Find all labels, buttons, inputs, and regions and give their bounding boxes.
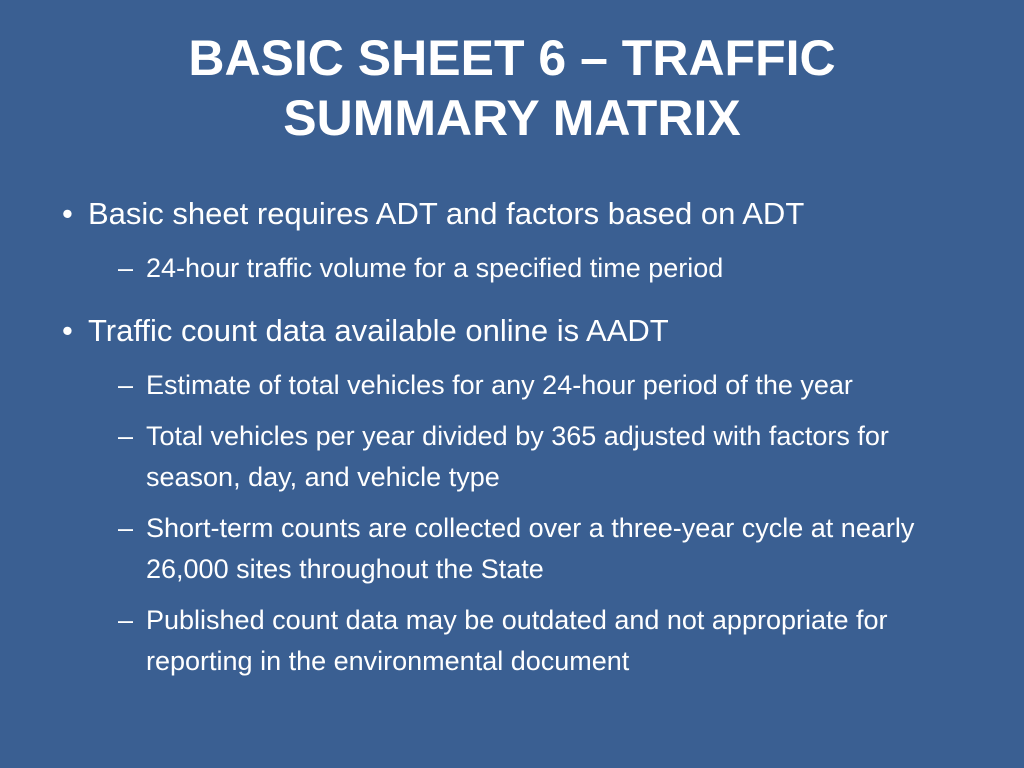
sub-bullet-text: Short-term counts are collected over a three-year cycle at nearly 26,000 sites throughout the State: [146, 513, 915, 584]
dash-marker: –: [118, 253, 134, 283]
sub-bullet-list: [62, 365, 984, 682]
dash-marker: –: [118, 370, 134, 400]
bullet-text: Traffic count data available online is AADT: [88, 313, 669, 348]
sub-bullet-item: [118, 508, 984, 590]
sub-bullet-list: [62, 248, 984, 289]
bullet-text: Basic sheet requires ADT and factors based on ADT: [88, 196, 805, 231]
bullet-item: [62, 194, 984, 234]
dash-marker: –: [118, 513, 134, 543]
bullet-marker: •: [62, 196, 73, 231]
bullet-item: [62, 311, 984, 351]
sub-bullet-item: [118, 600, 984, 682]
dash-marker: –: [118, 421, 134, 451]
dash-marker: –: [118, 605, 134, 635]
sub-bullet-text: 24-hour traffic volume for a specified time period: [146, 253, 724, 283]
sub-bullet-text: Total vehicles per year divided by 365 adjusted with factors for season, day, and vehicle type: [146, 421, 889, 492]
bullet-list: [62, 194, 984, 696]
sub-bullet-item: [118, 416, 984, 498]
sub-bullet-text: Estimate of total vehicles for any 24-hour period of the year: [146, 370, 853, 400]
sub-bullet-item: [118, 365, 984, 406]
sub-bullet-text: Published count data may be outdated and not appropriate for reporting in the environmental document: [146, 605, 888, 676]
title-line-1: BASIC SHEET 6 – TRAFFIC: [188, 30, 836, 86]
slide-title: [60, 28, 964, 148]
bullet-marker: •: [62, 313, 73, 348]
title-line-2: SUMMARY MATRIX: [283, 90, 741, 146]
sub-bullet-item: [118, 248, 984, 289]
